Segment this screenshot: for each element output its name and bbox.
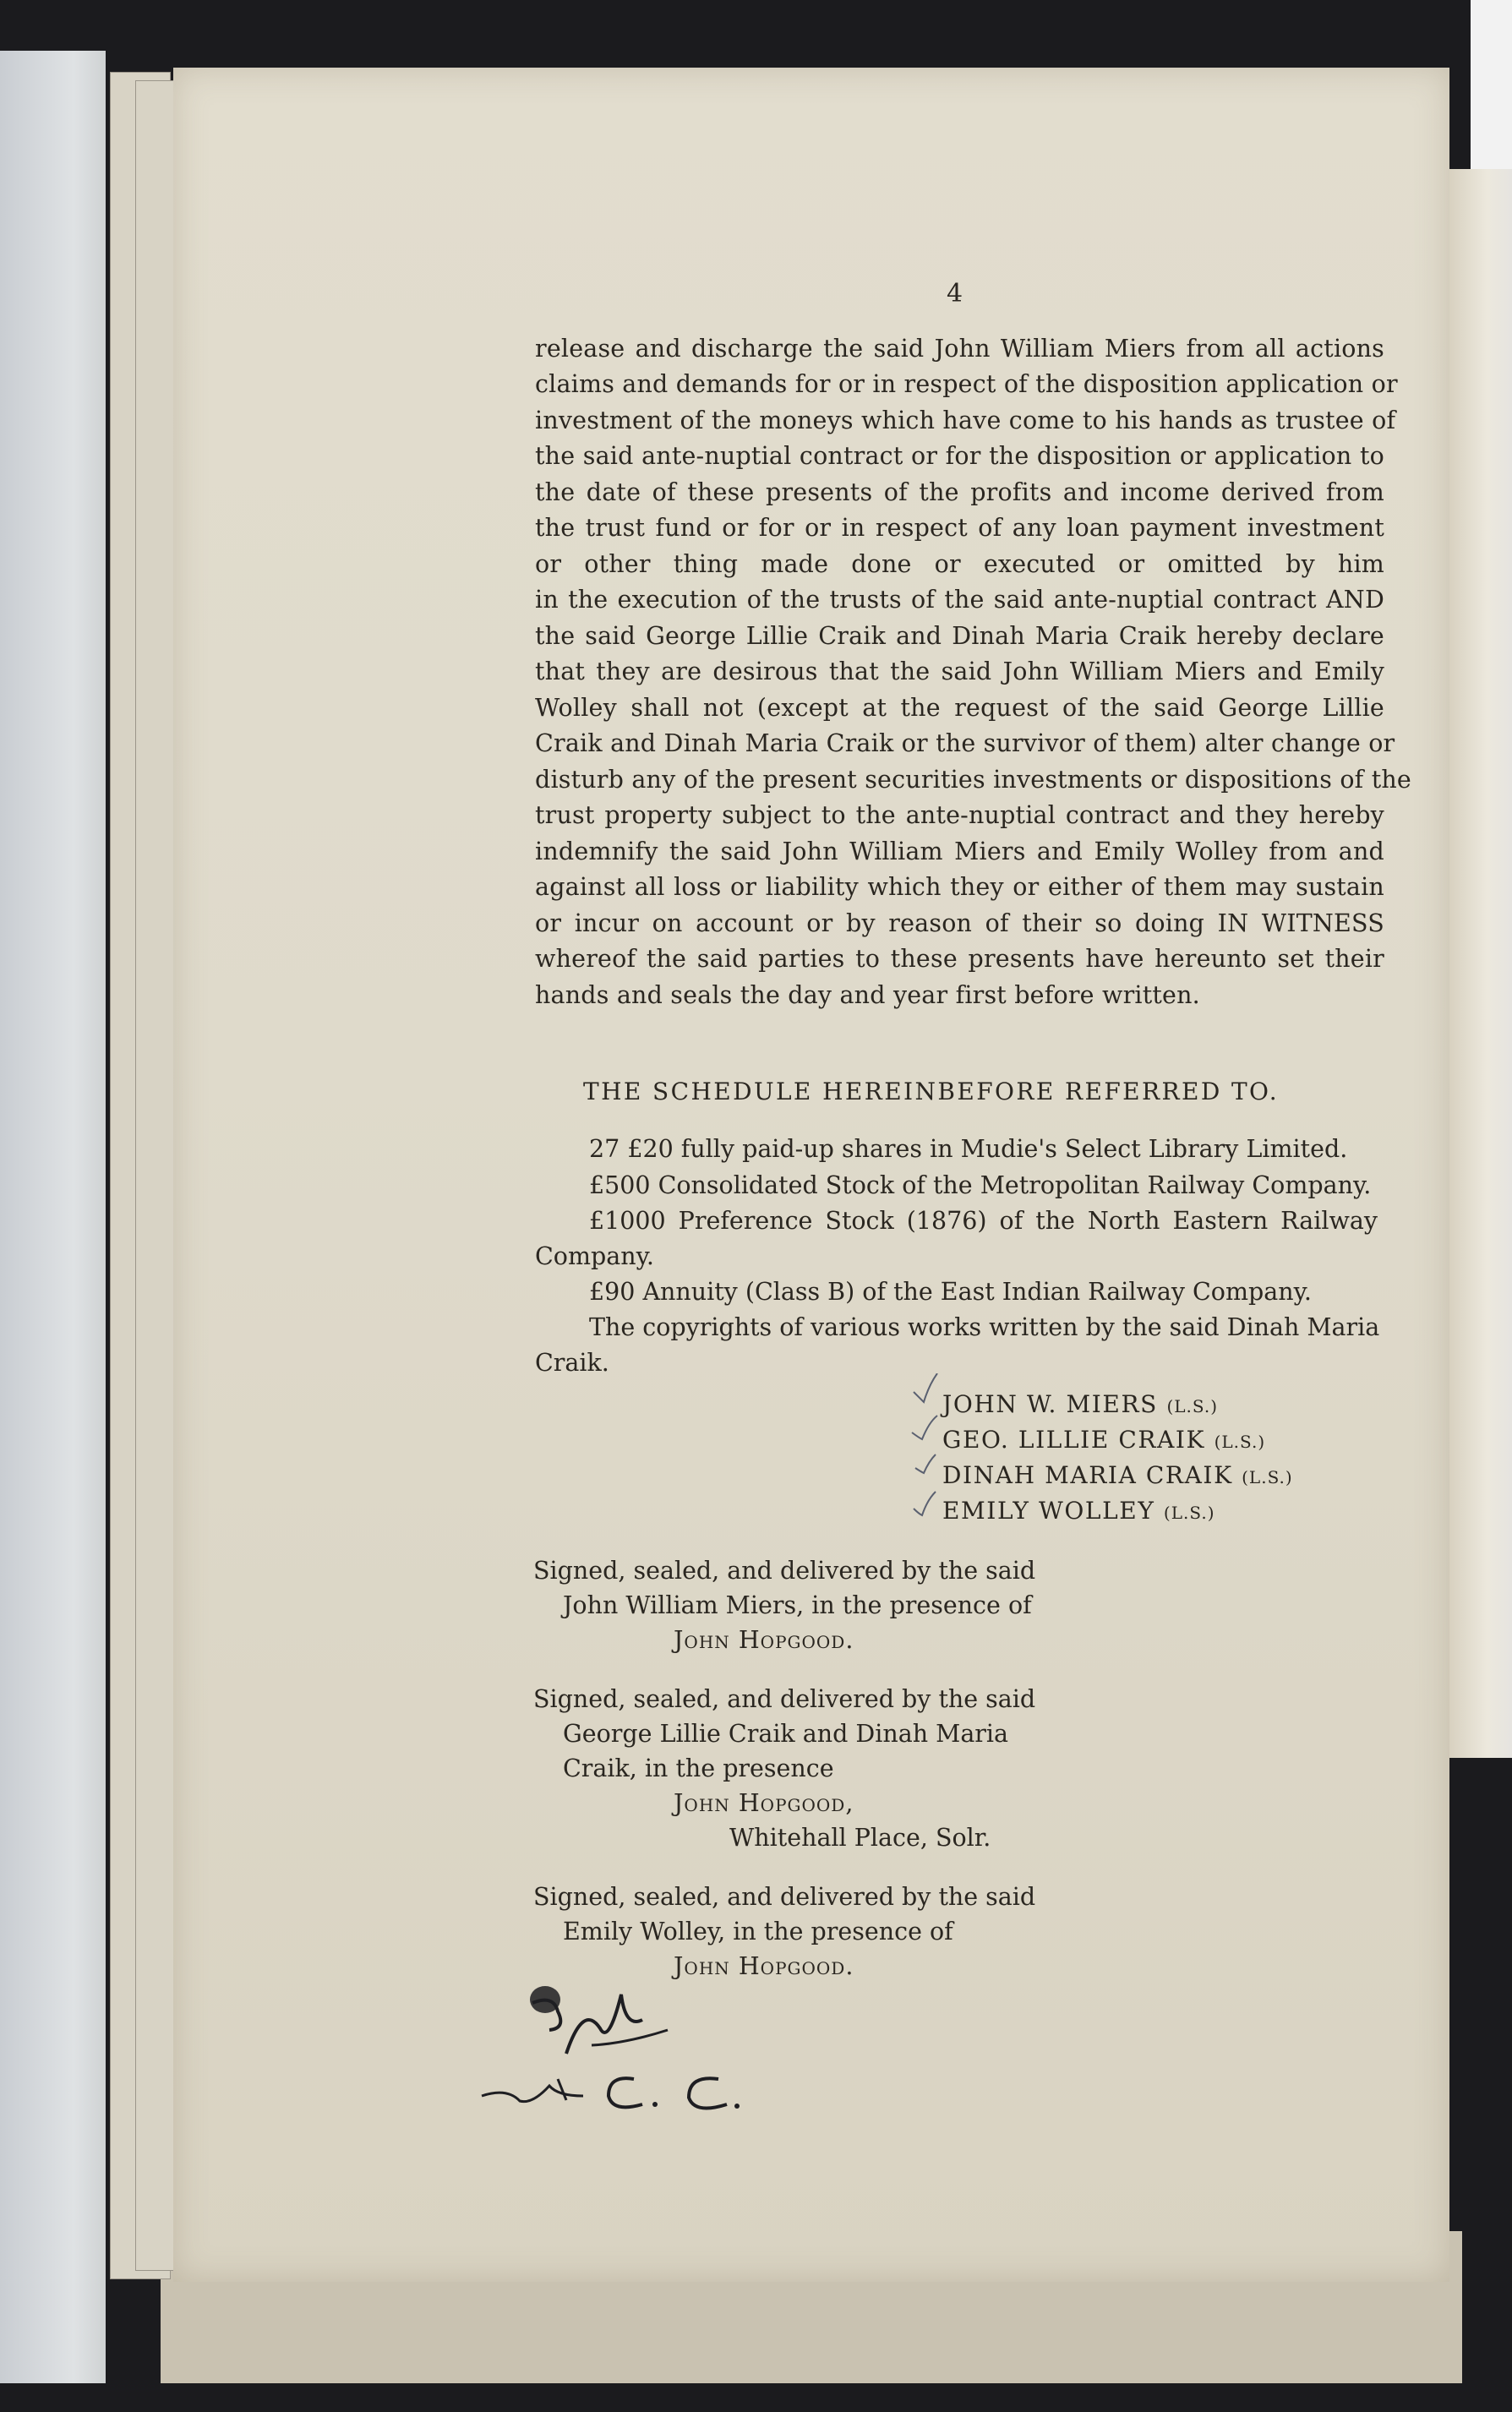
body-line: the trust fund or for or in respect of any loan payment investment	[535, 514, 1384, 542]
body-line: claims and demands for or in respect of the disposition application or	[535, 370, 1398, 398]
seal-mark: (L.S.)	[1163, 1503, 1215, 1523]
adjacent-page-left	[0, 51, 106, 2383]
schedule-item: £90 Annuity (Class B) of the East Indian Railway Company.	[589, 1278, 1312, 1306]
body-line: against all loss or liability which they or either of them may sustain	[535, 873, 1384, 901]
body-line: investment of the moneys which have come to his hands as trustee of	[535, 407, 1396, 434]
body-line: Wolley shall not (except at the request of the said George Lillie	[535, 694, 1384, 722]
signatory-line	[942, 1461, 1293, 1489]
page-number: 4	[947, 279, 963, 308]
schedule-item: £1000 Preference Stock (1876) of the North Eastern Railway	[589, 1207, 1378, 1235]
body-line: trust property subject to the ante-nuptial contract and they hereby	[535, 801, 1384, 829]
scan-margin	[1471, 0, 1512, 169]
body-line: indemnify the said John William Miers and Emily Wolley from and	[535, 838, 1384, 865]
witness-name: John Hopgood.	[674, 1626, 854, 1654]
attestation-line: George Lillie Craik and Dinah Maria	[563, 1720, 1009, 1748]
signatory-line	[942, 1497, 1215, 1525]
schedule-item: The copyrights of various works written by the said Dinah Maria	[589, 1313, 1380, 1341]
attestation-line: Signed, sealed, and delivered by the said	[533, 1685, 1036, 1713]
attestation-line: Signed, sealed, and delivered by the said	[533, 1883, 1036, 1911]
body-line: whereof the said parties to these presents have hereunto set their	[535, 945, 1384, 973]
body-line: the date of these presents of the profits and income derived from	[535, 478, 1384, 506]
body-line: that they are desirous that the said John William Miers and Emily	[535, 658, 1384, 685]
body-line: the said George Lillie Craik and Dinah Maria Craik hereby declare	[535, 622, 1384, 650]
adjacent-page-right	[1449, 169, 1512, 1758]
schedule-item-continuation: Company.	[535, 1242, 654, 1270]
witness-name: John Hopgood,	[674, 1789, 854, 1817]
signatory-name: EMILY WOLLEY	[942, 1497, 1155, 1525]
witness-name: John Hopgood.	[674, 1952, 854, 1980]
seal-mark: (L.S.)	[1166, 1396, 1219, 1416]
schedule-item-continuation: Craik.	[535, 1349, 609, 1377]
schedule-heading: THE SCHEDULE HEREINBEFORE REFERRED TO.	[583, 1078, 1280, 1105]
signatory-name: DINAH MARIA CRAIK	[942, 1461, 1233, 1489]
body-line: the said ante-nuptial contract or for the disposition or application to	[535, 442, 1384, 470]
signatory-name: GEO. LILLIE CRAIK	[942, 1426, 1206, 1454]
seal-mark: (L.S.)	[1214, 1432, 1266, 1452]
schedule-item: £500 Consolidated Stock of the Metropolitan Railway Company.	[589, 1171, 1372, 1199]
body-line: or other thing made done or executed or omitted by him	[535, 550, 1384, 578]
body-line: in the execution of the trusts of the said ante-nuptial contract AND	[535, 586, 1384, 614]
handwritten-annotation-icon	[473, 1969, 811, 2138]
signatory-name: JOHN W. MIERS	[942, 1390, 1158, 1418]
body-line: disturb any of the present securities investments or dispositions of the	[535, 766, 1411, 794]
body-line: or incur on account or by reason of their so doing IN WITNESS	[535, 909, 1384, 937]
signatory-line	[942, 1390, 1218, 1418]
witness-address: Whitehall Place, Solr.	[729, 1824, 991, 1852]
schedule-item: 27 £20 fully paid-up shares in Mudie's Select Library Limited.	[589, 1135, 1348, 1163]
attestation-line: Craik, in the presence	[563, 1754, 834, 1782]
attestation-line: John William Miers, in the presence of	[563, 1591, 1032, 1619]
attestation-line: Signed, sealed, and delivered by the said	[533, 1557, 1036, 1585]
seal-mark: (L.S.)	[1242, 1467, 1293, 1487]
body-line: hands and seals the day and year first before written.	[535, 981, 1200, 1009]
body-line: Craik and Dinah Maria Craik or the survivor of them) alter change or	[535, 729, 1395, 757]
body-line: release and discharge the said John William Miers from all actions	[535, 335, 1384, 363]
signatory-line	[942, 1426, 1265, 1454]
pencil-tick-marks-icon	[909, 1373, 942, 1534]
attestation-line: Emily Wolley, in the presence of	[563, 1918, 953, 1945]
